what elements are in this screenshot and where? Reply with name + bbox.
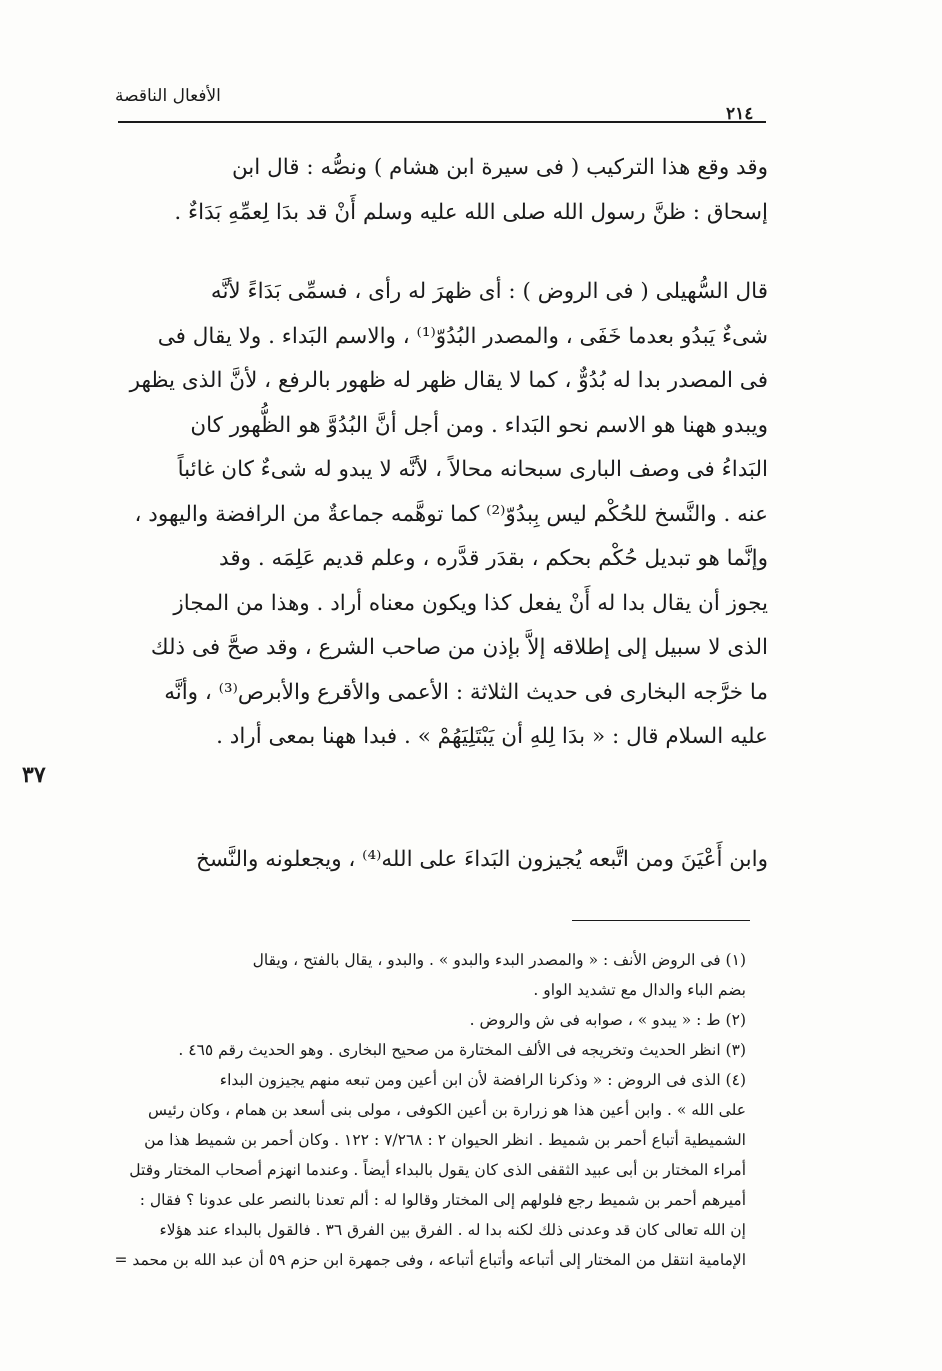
footnote-separator <box>572 920 750 921</box>
paragraph-text: وقد وقع هذا التركيب ( فى سيرة ابن هشام ) ونصُّه : قال ابن إسحاق : ظنَّ رسول الله صلى الله عليه وسلم أَنْ قد بدَا لِعمِّهِ بَدَاءٌ . <box>174 155 768 225</box>
body-paragraph-2 <box>110 270 768 760</box>
page-number: ٢١٤ <box>726 104 754 124</box>
footnote-1: (١) فى الروض الأنف : « والمصدر البدء والبدو » . والبدو ، يقال بالفتح ، ويقال بضم الباء والدال مع تشديد الواو . <box>252 951 746 999</box>
body-paragraph-3 <box>110 838 768 883</box>
paragraph-text: قال السُّهيلى ( فى الروض ) : أى ظهرَ له رأى ، فسمِّى بَدَاءً لأنَّه شىءٌ يَبدُو بعدما خَفَى ، والمصدر البُدُوّ⁽¹⁾ ، والاسم البَداء . ولا يقال فى فى المصدر بدا له بُدُوٌّ ، كما لا يقال ظهر له ظهور بالرفع ، لأنَّ الذى يظهر ويبدو ههنا هو الاسم نحو البَداء . ومن أجل أنَّ البُدُوَّ هو الظُّهور كان البَداءُ فى وصف البارى سبحانه محالاً ، لأنَّه لا يبدو له شىءٌ كان غائباً عنه . والنَّسخ للحُكْم ليس بِبدُوّ⁽²⁾ كما توهَّمه جماعةٌ من الرافضة واليهود ، وإنَّما هو تبديل حُكْم بحكم ، بقدَر قدَّره ، وعلم قديم عَلِمَه . وقد يجوز أن يقال بدا له أَنْ يفعل كذا ويكون معناه أراد . وهذا من المجاز الذى لا سبيل إلى إطلاقه إلاَّ بإذن من صاحب الشرع ، وقد صحَّ فى ذلك ما خرَّجه البخارى فى حديث الثلاثة : الأعمى والأقرع والأبرص⁽³⁾ ، وأنَّه عليه السلام قال : « بدَا لِلهِ أن يَبْتَلِيَهُمْ » . فبدا ههنا بمعى أراد . <box>129 279 768 749</box>
footnote-3: (٣) انظر الحديث وتخريجه فى الألف المختارة من صحيح البخارى . وهو الحديث رقم ٤٦٥ . <box>178 1041 746 1059</box>
body-paragraph-1 <box>110 146 768 235</box>
footnote-2: (٢) ط : « يبدو » ، صوابه فى ش والروض . <box>469 1011 746 1029</box>
footnote-4: (٤) الذى فى الروض : « وذكرنا الرافضة لأن ابن أعين ومن تبعه منهم يجيزون البداء على الله » . وابن أعين هذا هو زرارة بن أعين الكوفى ، مولى بنى أسعد بن همام ، وكان رئيس الشميطية أتباع أحمر بن شميط . انظر الحيوان ٢ : ٧/٢٦٨ : ١٢٢ . وكان أحمر بن شميط هذا من أمراء المختار بن أبى عبيد الثقفى الذى كان يقول بالبداء أيضاً . وعندما انهزم أصحاب المختار وقتل أميرهم أحمر بن شميط رجع فلولهم إلى المختار وقالوا له : ألم تعدنا بالنصر على عدونا ؟ فقال : إن الله تعالى كان قد وعدنى ذلك لكنه بدا له . الفرق بين الفرق ٣٦ . فالقول بالبداء عند هؤلاء الإمامية انتقل من المختار إلى أتباعه وأتباع أتباعه ، وفى جمهرة ابن حزم ٥٩ أن عبد الله بن محمد = <box>114 1071 746 1269</box>
paragraph-text: وابن أَعْيَنَ ومن اتَّبعه يُجيزون البَداءَ على الله⁽⁴⁾ ، ويجعلونه والنَّسخ <box>195 847 768 872</box>
footnotes-section <box>100 945 746 1275</box>
header-rule <box>118 121 766 123</box>
running-header-title: الأفعال الناقصة <box>115 86 221 106</box>
margin-page-marker: ٣٧ <box>22 762 46 788</box>
